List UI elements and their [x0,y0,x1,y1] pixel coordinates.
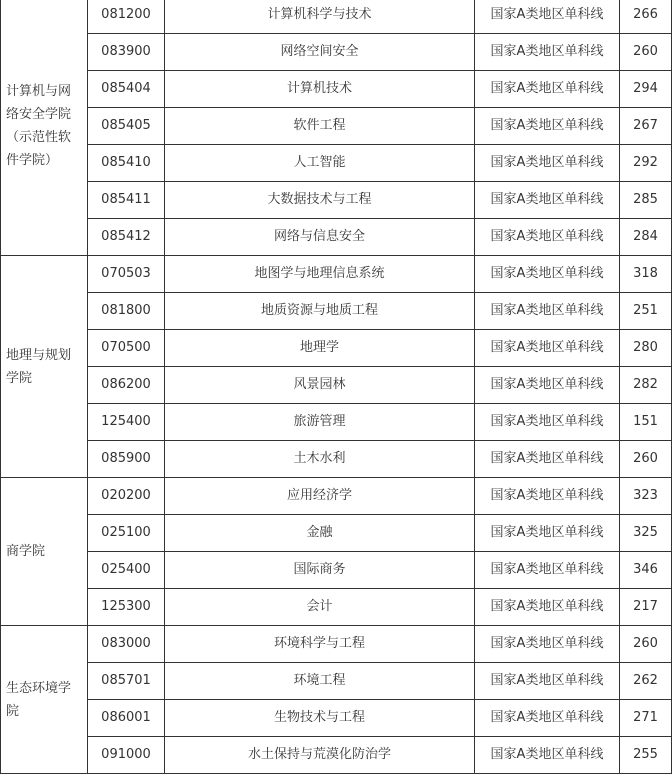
score-cell: 318 [620,256,672,293]
score-cell: 346 [620,552,672,589]
major-code-cell: 085410 [88,145,165,182]
major-code-cell: 025400 [88,552,165,589]
major-code-cell: 025100 [88,515,165,552]
major-name-cell: 计算机技术 [165,71,475,108]
major-code-cell: 070500 [88,330,165,367]
line-type-cell: 国家A类地区单科线 [475,71,620,108]
major-name-cell: 计算机科学与技术 [165,0,475,34]
table-row [1,515,672,552]
major-code-cell: 086200 [88,367,165,404]
score-cell: 260 [620,34,672,71]
major-code-cell: 081200 [88,0,165,34]
major-name-cell: 水土保持与荒漠化防治学 [165,737,475,774]
table-row [1,330,672,367]
major-code-cell: 085900 [88,441,165,478]
major-code-cell: 020200 [88,478,165,515]
major-name-cell: 网络与信息安全 [165,219,475,256]
major-name-cell: 应用经济学 [165,478,475,515]
major-name-cell: 金融 [165,515,475,552]
line-type-cell: 国家A类地区单科线 [475,589,620,626]
score-table-body [1,0,672,774]
score-cell: 217 [620,589,672,626]
major-code-cell: 083000 [88,626,165,663]
major-name-cell: 会计 [165,589,475,626]
major-code-cell: 085701 [88,663,165,700]
table-row [1,293,672,330]
table-row [1,108,672,145]
major-code-cell: 125400 [88,404,165,441]
major-name-cell: 地理学 [165,330,475,367]
line-type-cell: 国家A类地区单科线 [475,34,620,71]
major-code-cell: 085405 [88,108,165,145]
department-cell: 计算机与网络安全学院（示范性软件学院） [1,0,88,256]
table-row [1,589,672,626]
table-row [1,441,672,478]
score-cell: 260 [620,626,672,663]
table-row [1,182,672,219]
major-code-cell: 083900 [88,34,165,71]
table-row [1,663,672,700]
table-row [1,367,672,404]
major-name-cell: 环境工程 [165,663,475,700]
line-type-cell: 国家A类地区单科线 [475,404,620,441]
table-row [1,219,672,256]
score-cell: 294 [620,71,672,108]
major-name-cell: 地质资源与地质工程 [165,293,475,330]
major-name-cell: 人工智能 [165,145,475,182]
score-cell: 271 [620,700,672,737]
major-code-cell: 070503 [88,256,165,293]
line-type-cell: 国家A类地区单科线 [475,256,620,293]
line-type-cell: 国家A类地区单科线 [475,478,620,515]
major-code-cell: 125300 [88,589,165,626]
line-type-cell: 国家A类地区单科线 [475,0,620,34]
score-cell: 260 [620,441,672,478]
line-type-cell: 国家A类地区单科线 [475,293,620,330]
score-cell: 151 [620,404,672,441]
major-name-cell: 旅游管理 [165,404,475,441]
department-cell: 商学院 [1,478,88,626]
score-cell: 282 [620,367,672,404]
major-code-cell: 085412 [88,219,165,256]
line-type-cell: 国家A类地区单科线 [475,552,620,589]
major-name-cell: 国际商务 [165,552,475,589]
score-cell: 266 [620,0,672,34]
major-code-cell: 081800 [88,293,165,330]
score-cell: 285 [620,182,672,219]
line-type-cell: 国家A类地区单科线 [475,367,620,404]
table-row [1,626,672,663]
table-row [1,0,672,34]
line-type-cell: 国家A类地区单科线 [475,219,620,256]
table-row [1,404,672,441]
table-row [1,700,672,737]
table-row [1,478,672,515]
major-name-cell: 地图学与地理信息系统 [165,256,475,293]
line-type-cell: 国家A类地区单科线 [475,700,620,737]
table-row [1,552,672,589]
major-code-cell: 085411 [88,182,165,219]
major-code-cell: 091000 [88,737,165,774]
score-cell: 325 [620,515,672,552]
line-type-cell: 国家A类地区单科线 [475,515,620,552]
major-code-cell: 086001 [88,700,165,737]
score-cell: 292 [620,145,672,182]
table-row [1,34,672,71]
department-cell: 地理与规划学院 [1,256,88,478]
table-row [1,145,672,182]
line-type-cell: 国家A类地区单科线 [475,108,620,145]
line-type-cell: 国家A类地区单科线 [475,330,620,367]
line-type-cell: 国家A类地区单科线 [475,145,620,182]
score-cell: 284 [620,219,672,256]
score-cell: 280 [620,330,672,367]
major-name-cell: 风景园林 [165,367,475,404]
major-name-cell: 大数据技术与工程 [165,182,475,219]
major-name-cell: 环境科学与工程 [165,626,475,663]
line-type-cell: 国家A类地区单科线 [475,182,620,219]
line-type-cell: 国家A类地区单科线 [475,441,620,478]
score-cell: 255 [620,737,672,774]
line-type-cell: 国家A类地区单科线 [475,663,620,700]
department-cell: 生态环境学院 [1,626,88,774]
major-name-cell: 软件工程 [165,108,475,145]
major-code-cell: 085404 [88,71,165,108]
score-cell: 267 [620,108,672,145]
major-name-cell: 土木水利 [165,441,475,478]
score-cell: 323 [620,478,672,515]
score-cell: 262 [620,663,672,700]
major-name-cell: 网络空间安全 [165,34,475,71]
line-type-cell: 国家A类地区单科线 [475,626,620,663]
table-row [1,71,672,108]
table-row [1,737,672,774]
major-name-cell: 生物技术与工程 [165,700,475,737]
table-row [1,256,672,293]
line-type-cell: 国家A类地区单科线 [475,737,620,774]
score-cell: 251 [620,293,672,330]
